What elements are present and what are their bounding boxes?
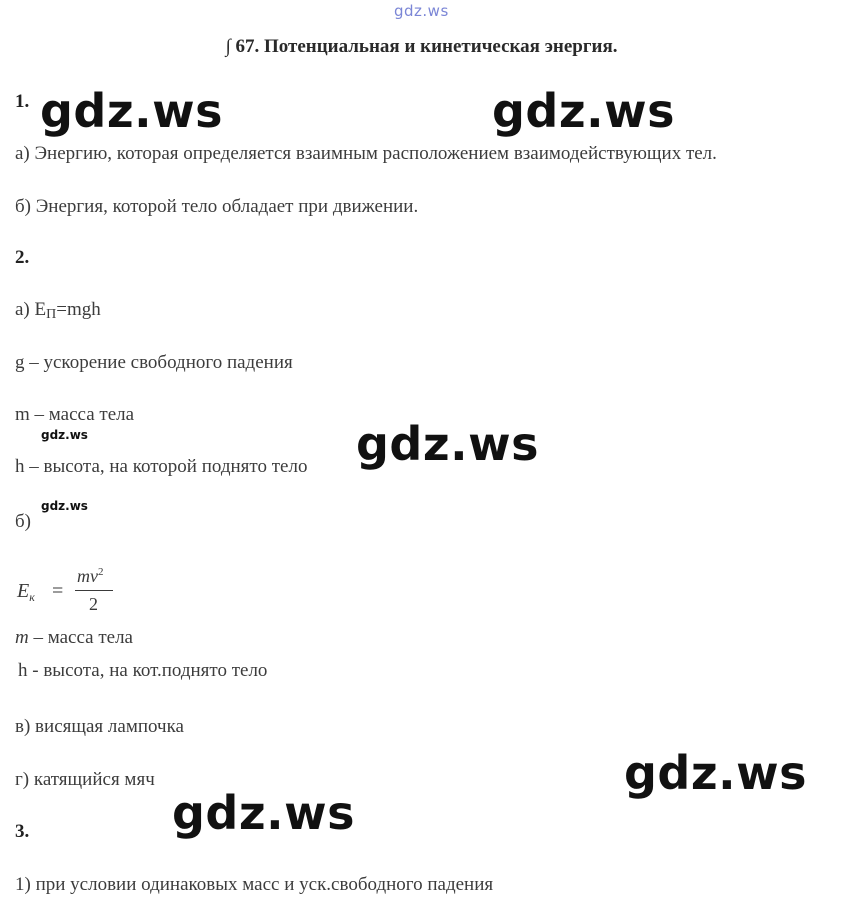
answer-1a: а) Энергию, которая определяется взаимным расположением взаимодействующих тел. (15, 143, 717, 164)
formula-lhs-subscript: к (29, 590, 35, 604)
site-mark[interactable]: gdz.ws (394, 2, 449, 20)
definition-h: h – высота, на которой поднято тело (15, 456, 308, 477)
formula-numerator (77, 566, 104, 587)
kinetic-energy-formula (15, 566, 115, 626)
definition-m-2-var: m (15, 627, 29, 648)
page-title: ∫ 67. Потенциальная и кинетическая энергия. (225, 36, 618, 57)
answer-2a-suffix: =mgh (56, 299, 101, 320)
definition-h-2-text: - высота, на кот.поднято тело (27, 660, 268, 681)
definition-m-2 (15, 626, 133, 650)
formula-lhs (17, 580, 35, 605)
answer-2a-prefix: а) E (15, 299, 47, 320)
answer-2a (15, 298, 101, 327)
definition-m-2-text: – масса тела (28, 627, 133, 648)
answer-2g: г) катящийся мяч (15, 769, 155, 790)
watermark-small-2: gdz.ws (41, 499, 88, 513)
formula-numerator-text: mv (77, 566, 98, 586)
definition-m: m – масса тела (15, 404, 135, 425)
formula-lhs-symbol: E (17, 580, 30, 602)
watermark-4: gdz.ws (624, 746, 807, 800)
formula-denominator: 2 (89, 594, 98, 614)
question-3-number: 3. (15, 821, 30, 842)
question-2-number: 2. (15, 247, 30, 268)
watermark-1: gdz.ws (40, 84, 223, 138)
watermark-small-1: gdz.ws (41, 428, 88, 442)
answer-3-1: 1) при условии одинаковых масс и уск.свободного падения (15, 874, 494, 895)
definition-h-2-var: h (18, 660, 28, 681)
answer-1b: б) Энергия, которой тело обладает при движении. (15, 196, 419, 217)
formula-equals: = (52, 580, 64, 602)
watermark-3: gdz.ws (356, 417, 539, 471)
watermark-2: gdz.ws (492, 84, 675, 138)
watermark-5: gdz.ws (172, 786, 355, 840)
formula-fraction-bar (75, 590, 113, 591)
formula-numerator-power: 2 (98, 566, 104, 578)
answer-2v: в) висящая лампочка (15, 716, 184, 737)
answer-2b-label: б) (15, 511, 31, 532)
question-1-number: 1. (15, 91, 30, 112)
definition-g: g – ускорение свободного падения (15, 352, 293, 373)
answer-2a-subscript: П (46, 307, 57, 322)
definition-h-2 (18, 659, 267, 683)
